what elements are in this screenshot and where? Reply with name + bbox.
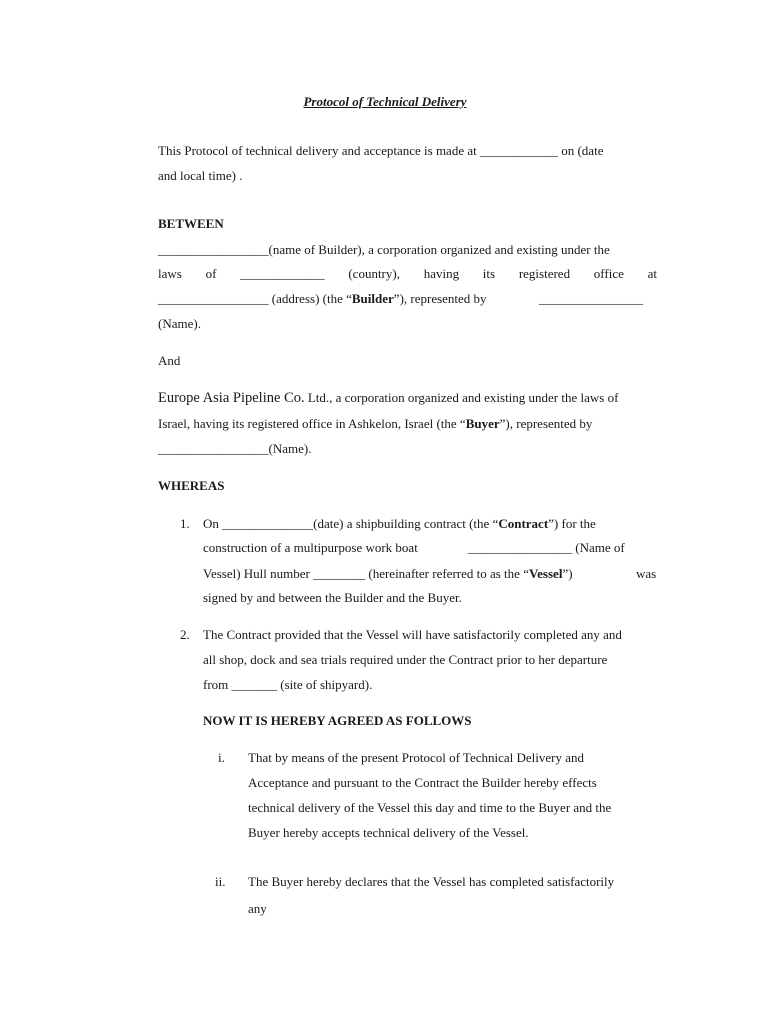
word: at (647, 266, 657, 281)
item-2-line-2: all shop, dock and sea trials required under the Contract prior to her departure (203, 652, 608, 667)
word: its (482, 266, 496, 281)
sub-i-line-2: Acceptance and pursuant to the Contract the Builder hereby effects (248, 775, 597, 790)
item-1-number: 1. (180, 516, 190, 531)
item-1-line-1 (203, 516, 596, 532)
contract-defined-term: Contract (498, 516, 549, 531)
blank-country: _____________ (240, 266, 325, 281)
builder-defined-term: Builder (351, 291, 394, 306)
and-text: And (158, 353, 181, 368)
item-2-number: 2. (180, 627, 190, 642)
vessel-defined-term: Vessel (528, 566, 563, 581)
item-1-line-3c: was (636, 566, 657, 581)
item-2-line-1: The Contract provided that the Vessel will have satisfactorily completed any and (203, 627, 622, 642)
buyer-represented-text: ”), represented by (499, 416, 593, 431)
word: (country), (348, 266, 400, 281)
intro-text-1: This Protocol of technical delivery and acceptance is made at ____________ on (date (158, 143, 604, 158)
item-1-line-2b: ________________ (Name of (468, 540, 625, 555)
word: of (205, 266, 217, 281)
buyer-line-3: _________________(Name). (158, 441, 312, 456)
builder-line-2 (158, 266, 657, 282)
builder-rep-blank: ________________ (539, 291, 643, 306)
sub-i-line-3: technical delivery of the Vessel this day and time to the Buyer and the (248, 800, 612, 815)
sub-ii-line-2: any (248, 901, 267, 916)
intro-line-2: and local time) . (158, 168, 243, 183)
buyer-line-1 (158, 390, 618, 406)
item-1-line-3 (203, 566, 573, 582)
item-1-line-4: signed by and between the Builder and the Buyer. (203, 590, 462, 605)
builder-line-3 (158, 291, 487, 307)
buyer-line-2 (158, 416, 592, 432)
word: having (423, 266, 460, 281)
item-2-line-3: from _______ (site of shipyard). (203, 677, 373, 692)
buyer-company-name: Europe Asia Pipeline Co. (158, 390, 305, 406)
word: office (593, 266, 624, 281)
whereas-heading: WHEREAS (158, 478, 225, 493)
word: registered (518, 266, 571, 281)
item-1-hull-text: Vessel) Hull number ________ (hereinafter referred to as the “ (203, 566, 529, 581)
builder-address-text: _________________ (address) (the “ (158, 291, 352, 306)
sub-i-line-4: Buyer hereby accepts technical delivery of the Vessel. (248, 825, 529, 840)
item-1-text-a: On ______________(date) a shipbuilding contract (the “ (203, 516, 499, 531)
sub-ii-number: ii. (215, 874, 226, 889)
item-1-line-2a: construction of a multipurpose work boat (203, 540, 418, 555)
between-heading: BETWEEN (158, 216, 224, 231)
sub-ii-line-1: The Buyer hereby declares that the Vessel has completed satisfactorily (248, 874, 615, 889)
sub-i-line-1: That by means of the present Protocol of Technical Delivery and (248, 750, 585, 765)
word: laws (158, 266, 182, 281)
agreed-heading: NOW IT IS HEREBY AGREED AS FOLLOWS (203, 713, 472, 728)
buyer-office-text: Israel, having its registered office in Ashkelon, Israel (the “ (158, 416, 466, 431)
builder-line-1: _________________(name of Builder), a corporation organized and existing under the (158, 242, 610, 257)
buyer-line-1-rest: Ltd., a corporation organized and existing under the laws of (304, 390, 619, 405)
intro-line-1 (158, 143, 643, 159)
item-1-text-b: ”) for the (548, 516, 596, 531)
buyer-defined-term: Buyer (465, 416, 500, 431)
item-1-close-quote: ”) (562, 566, 573, 581)
document-title: Protocol of Technical Delivery (303, 94, 467, 109)
sub-i-number: i. (218, 750, 225, 765)
builder-represented-text: ”), represented by (393, 291, 487, 306)
builder-line-4: (Name). (158, 316, 201, 331)
